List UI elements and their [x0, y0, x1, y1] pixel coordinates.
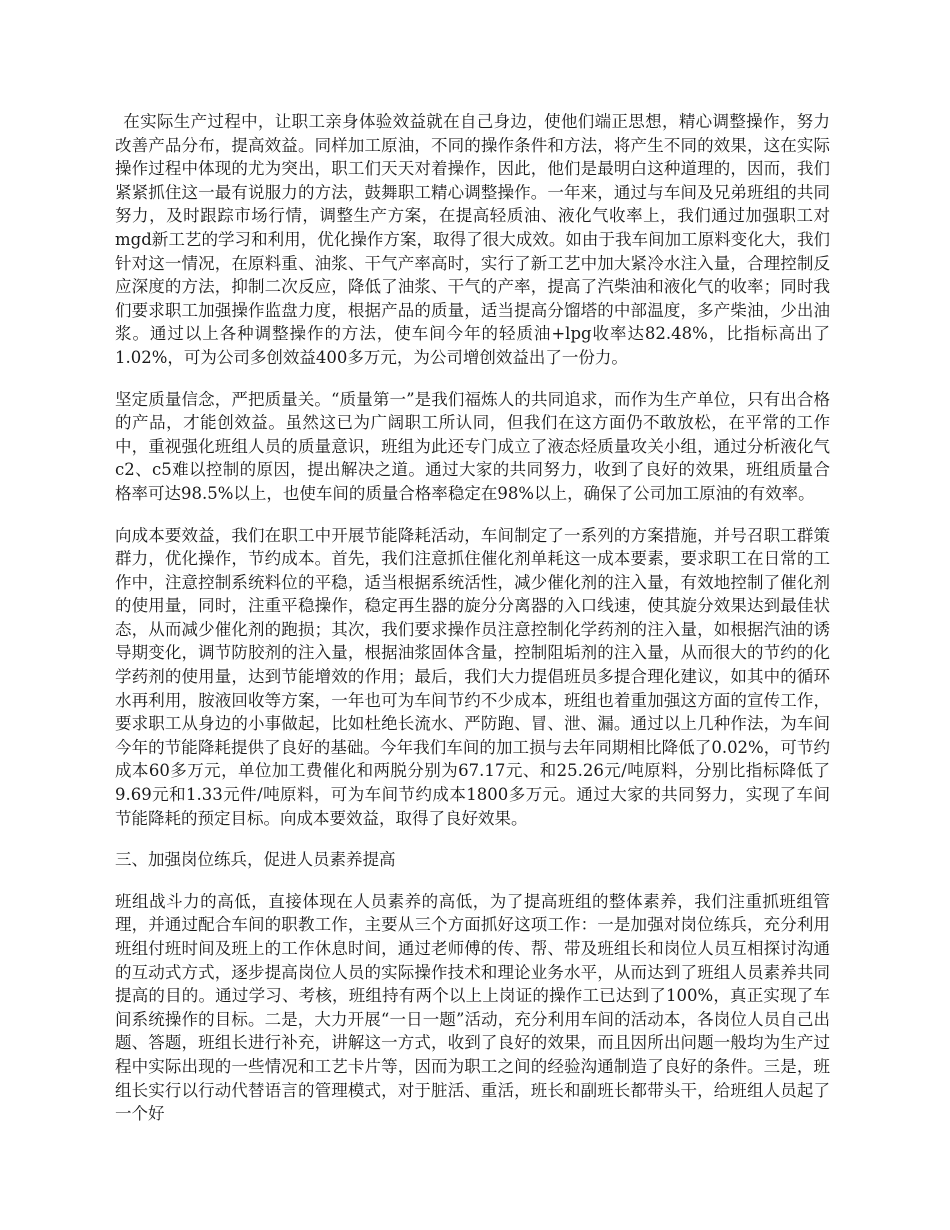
section-heading: 三、加强岗位练兵，促进人员素养提高	[115, 850, 396, 870]
paragraph-staff-training: 班组战斗力的高低，直接体现在人员素养的高低，为了提高班组的整体素养，我们注重抓班组管理，并通过配合车间的职教工作，主要从三个方面抓好这项工作：一是加强对岗位练兵，充分利用班组付班时间及班上的工作休息时间，通过老师傅的传、帮、带及班组长和岗位人员互相探讨沟通的互动式方式，逐步提高岗位人员的实际操作技术和理论业务水平，从而达到了班组人员素养共同提高的目的。通过学习、考核，班组持有两个以上上岗证的操作工已达到了100%，真正实现了车间系统操作的目标。二是，大力开展“一日一题”活动，充分利用车间的活动本，各岗位人员自己出题、答题，班组长进行补充，讲解这一方式，收到了良好的效果，而且因所出问题一般均为生产过程中实际出现的一些情况和工艺卡片等，因而为职工之间的经验沟通制造了良好的条件。三是，班组长实行以行动代替语言的管理模式，对于脏活、重活，班长和副班长都带头干，给班组人员起了一个好	[115, 891, 830, 1124]
paragraph-cost-efficiency: 向成本要效益，我们在职工中开展节能降耗活动，车间制定了一系列的方案措施，并号召职工群策群力，优化操作，节约成本。首先，我们注意抓住催化剂单耗这一成本要素，要求职工在日常的工作中，注意控制系统料位的平稳，适当根据系统活性，减少催化剂的注入量，有效地控制了催化剂的使用量，同时，注重平稳操作，稳定再生器的旋分分离器的入口线速，使其旋分效果达到最佳状态，从而减少催化剂的跑损；其次，我们要求操作员注意控制化学药剂的注入量，如根据汽油的诱导期变化，调节防胶剂的注入量，根据油浆固体含量，控制阻垢剂的注入量，从而很大的节约的化学药剂的使用量，达到节能增效的作用；最后，我们大力提倡班员多提合理化建议，如其中的循环水再利用，胺液回收等方案，一年也可为车间节约不少成本，班组也着重加强这方面的宣传工作，要求职工从身边的小事做起，比如杜绝长流水、严防跑、冒、泄、漏。通过以上几种作法，为车间今年的节能降耗提供了良好的基础。今年我们车间的加工损与去年同期相比降低了0.02%，可节约成本60多万元，单位加工费催化和两脱分别为67.17元、和25.26元/吨原料，分别比指标降低了9.69元和1.33元件/吨原料，可为车间节约成本1800多万元。通过大家的共同努力，实现了车间节能降耗的预定目标。向成本要效益，取得了良好效果。	[115, 525, 830, 828]
document-body	[115, 110, 830, 1144]
paragraph-operation-adjustment: 在实际生产过程中，让职工亲身体验效益就在自己身边，使他们端正思想，精心调整操作，努力改善产品分布，提高效益。同样加工原油，不同的操作条件和方法，将产生不同的效果，这在实际操作过程中体现的尤为突出，职工们天天对着操作，因此，他们是最明白这种道理的，因而，我们紧紧抓住这一最有说服力的方法，鼓舞职工精心调整操作。一年来，通过与车间及兄弟班组的共同努力，及时跟踪市场行情，调整生产方案，在提高轻质油、液化气收率上，我们通过加强职工对mgd新工艺的学习和利用，优化操作方案，取得了很大成效。如由于我车间加工原料变化大，我们针对这一情况，在原料重、油浆、干气产率高时，实行了新工艺中加大紧冷水注入量，合理控制反应深度的方法，抑制二次反应，降低了油浆、干气的产率，提高了汽柴油和液化气的收率；同时我们要求职工加强操作监盘力度，根据产品的质量，适当提高分馏塔的中部温度，多产柴油，少出油浆。通过以上各种调整操作的方法，使车间今年的轻质油+lpg收率达82.48%，比指标高出了1.02%，可为公司多创效益400多万元，为公司增创效益出了一份力。	[115, 112, 830, 367]
paragraph-quality: 坚定质量信念，严把质量关。“质量第一”是我们福炼人的共同追求，而作为生产单位，只有出合格的产品，才能创效益。虽然这已为广阔职工所认同，但我们在这方面仍不敢放松，在平常的工作中，重视强化班组人员的质量意识，班组为此还专门成立了液态烃质量攻关小组，通过分析液化气c2、c5难以控制的原因，提出解决之道。通过大家的共同努力，收到了良好的效果，班组质量合格率可达98.5%以上，也使车间的质量合格率稳定在98%以上，确保了公司加工原油的有效率。	[115, 389, 830, 503]
